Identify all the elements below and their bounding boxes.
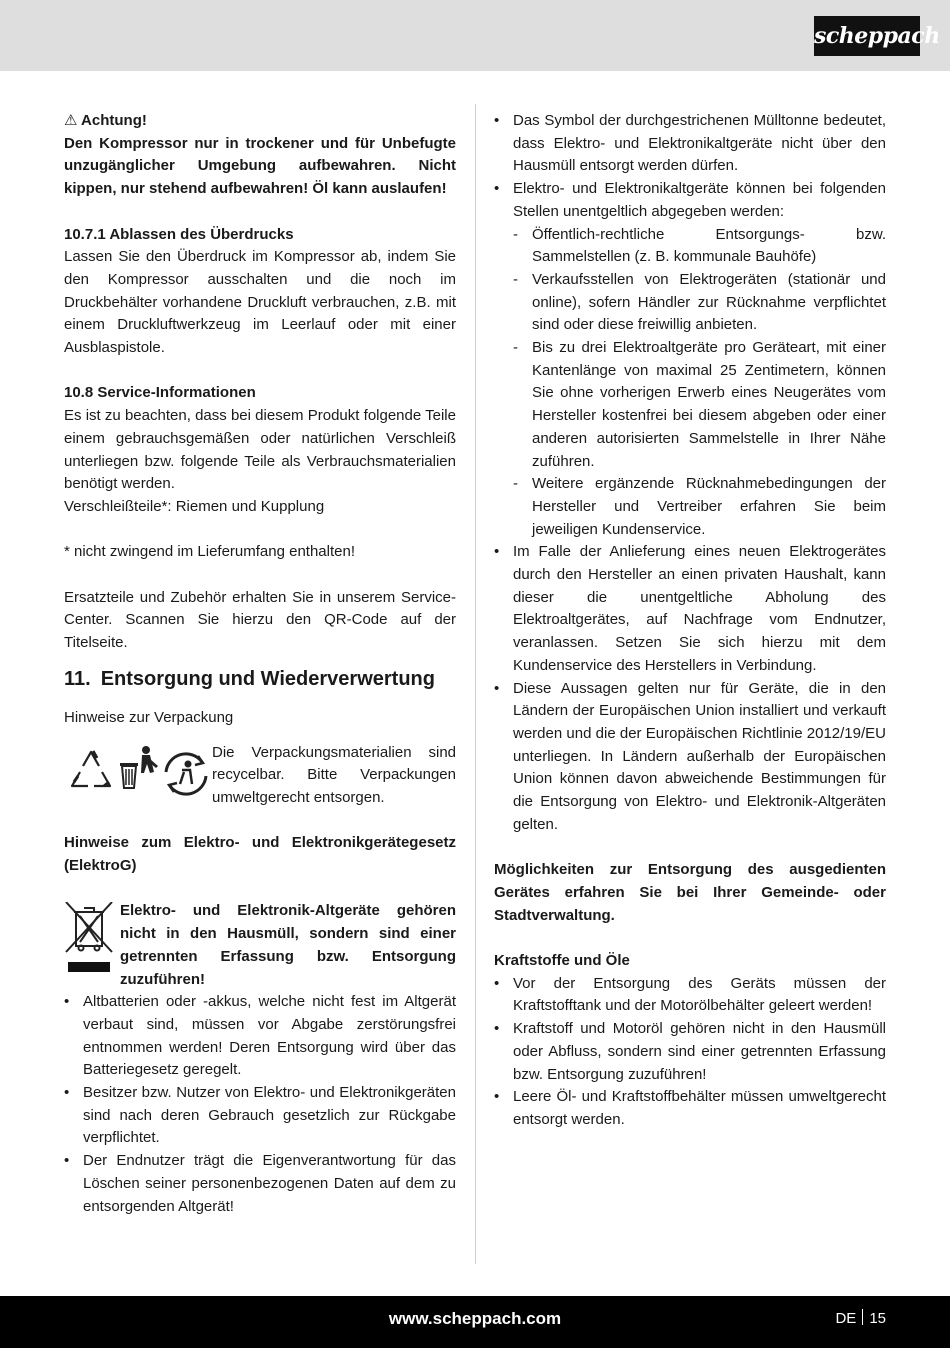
website-link[interactable]: www.scheppach.com [388, 1309, 562, 1328]
list-item: • Elektro- und Elektronikaltgeräte können bei folgenden Stellen unentgeltlich abgegeben werden: - Öffentlich-rechtliche Entsorgungs- bzw. Sammelstellen (z. B. kommunale Bauhöfe) - Verkaufsstellen von Elektrogeräten (stationär und online), sofern Händler zur Rücknahme verpflichtet sind oder diese freiwillig anbieten. - Bis zu drei Elektroaltgeräte pro Geräteart, mit einer Kantenlänge von maximal 25 Zentimetern, können Sie ohne vorherigen Erwerb eines Neugerätes vom Hersteller kostenfrei bei diesem abgeben oder einer anderen autorisierten Sammelstelle in Ihrer Nähe zuführen. - Weitere ergänzende Rücknahmebedingungen der Hersteller und Vertreiber erfahren Sie beim jeweiligen Kundenservice. [494, 178, 886, 541]
tidyman-icon [120, 746, 158, 788]
wear-parts: Verschleißteile*: Riemen und Kupplung [64, 497, 325, 515]
language-code: DE [835, 1310, 857, 1327]
dash-item: - Verkaufsstellen von Elektrogeräten (stationär und online), sofern Händler zur Rücknahme verpflichtet sind oder diese freiwillig anbieten. [513, 270, 886, 334]
section-10-7-1-title: 10.7.1 Ablassen des Überdrucks [64, 225, 294, 243]
weee-block [64, 900, 456, 991]
weee-text: Elektro- und Elektronik-Altgeräte gehören nicht in den Hausmüll, sondern sind einer getrennten Erfassung bzw. Entsorgung zuzuführen! [120, 902, 456, 988]
recycle-arrows-icon [166, 753, 206, 793]
scheppach-logo: scheppach [814, 16, 920, 56]
list-item: • Besitzer bzw. Nutzer von Elektro- und Elektronikgeräten sind nach deren Gebrauch gesetzlich zur Rückgabe verpflichtet. [64, 1084, 456, 1147]
packaging-text: Die Verpackungsmaterialien sind recycelbar. Bitte Verpackungen umweltgerecht entsorgen. [212, 743, 456, 806]
scope-note: * nicht zwingend im Lieferumfang enthalten! [64, 543, 356, 561]
list-item: • Kraftstoff und Motoröl gehören nicht in den Hausmüll oder Abfluss, sondern sind einer getrennten Erfassung bzw. Entsorgung zuzuführen! [494, 1020, 886, 1083]
weee-bullet-list [64, 991, 456, 1218]
left-column [64, 110, 456, 1218]
section-10-8-title: 10.8 Service-Informationen [64, 384, 256, 402]
section-10-7-1-text: Lassen Sie den Überdruck im Kompressor ab, indem Sie den Kompressor ausschalten und die noch im Druckbehälter vorhandene Druckluft verbrauchen, z.B. mit einem Druckluftwerkzeug im Leerlauf oder mit einer Ausblaspistole. [64, 248, 456, 357]
fuel-bullet-list [494, 973, 886, 1132]
section-10-8-text: Es ist zu beachten, dass bei diesem Produkt folgende Teile einem gebrauchsgemäßen oder natürlichen Verschleiß unterliegen bzw. folgende Teile als Verbrauchsmaterialien benötigt werden. [64, 407, 456, 493]
packaging-icons [64, 742, 212, 808]
fuel-heading: Kraftstoffe und Öle [494, 951, 630, 969]
page-number: 15 [869, 1310, 886, 1327]
elektrog-heading: Hinweise zum Elektro- und Elektronikgerätegesetz (ElektroG) [64, 834, 456, 875]
column-divider [475, 104, 476, 1264]
dash-item: - Bis zu drei Elektroaltgeräte pro Geräteart, mit einer Kantenlänge von maximal 25 Zentimetern, können Sie ohne vorherigen Erwerb eines Neugerätes vom Hersteller kostenfrei bei diesem abgeben oder einer anderen autorisierten Sammelstelle in Ihrer Nähe zuführen. [513, 339, 886, 470]
dash-item: - Weitere ergänzende Rücknahmebedingungen der Hersteller und Vertreiber erfahren Sie beim jeweiligen Kundenservice. [513, 475, 886, 538]
recycling-icon [72, 751, 110, 786]
dash-item: - Öffentlich-rechtliche Entsorgungs- bzw. Sammelstellen (z. B. kommunale Bauhöfe) [513, 225, 886, 266]
right-column [494, 110, 886, 1132]
list-item: • Diese Aussagen gelten nur für Geräte, die in den Ländern der Europäischen Union installiert und verkauft werden und die der Europäischen Richtlinie 2012/19/EU unterliegen. In Ländern außerhalb der Europäischen Union können davon abweichende Bestimmungen für die Entsorgung von Elektro- und Elektronik-Altgeräten gelten. [494, 679, 886, 833]
list-item: • Vor der Entsorgung des Geräts müssen der Kraftstofftank und der Motorölbehälter geleert werden! [494, 974, 886, 1015]
section-11-number: 11. [64, 667, 91, 690]
list-item: • Im Falle der Anlieferung eines neuen Elektrogerätes durch den Hersteller an einen privaten Haushalt, kann dieser die unentgeltliche Abholung des Elektroaltgerätes, auf Nachfrage vom Endnutzer, veranlassen. Setzen Sie sich hierzu mit dem Kundenservice des Herstellers in Verbindung. [494, 543, 886, 674]
page-indicator [835, 1308, 886, 1331]
list-item: • Das Symbol der durchgestrichenen Mülltonne bedeutet, dass Elektro- und Elektronikaltgeräte nicht über den Hausmüll entsorgt werden dürfen. [494, 112, 886, 175]
warning-text: Den Kompressor nur in trockener und für Unbefugte unzugänglicher Umgebung aufbewahren. Nicht kippen, nur stehend aufbewahren! Öl kann auslaufen! [64, 134, 456, 198]
header-bar [0, 0, 950, 71]
section-11-heading [64, 665, 456, 693]
section-11-title: Entsorgung und Wiederverwertung [100, 667, 435, 690]
list-item: • Leere Öl- und Kraftstoffbehälter müssen umweltgerecht entsorgt werden. [494, 1088, 886, 1128]
footer-bar [0, 1296, 950, 1348]
disposal-bullet-list [494, 110, 886, 837]
packaging-block [64, 742, 456, 810]
crossed-bin-icon [64, 900, 120, 990]
packaging-heading: Hinweise zur Verpackung [64, 708, 234, 726]
dash-list [513, 224, 886, 542]
list-item: • Der Endnutzer trägt die Eigenverantwortung für das Löschen seiner personenbezogenen Daten auf dem zu entsorgenden Altgerät! [64, 1152, 456, 1215]
list-item: • Altbatterien oder -akkus, welche nicht fest im Altgerät verbaut sind, müssen vor Abgabe zerstörungsfrei entnommen werden! Deren Entsorgung wird über das Batteriegesetz geregelt. [64, 993, 456, 1079]
warning-title: ⚠ Achtung! [64, 112, 147, 129]
municipality-text: Möglichkeiten zur Entsorgung des ausgedienten Gerätes erfahren Sie bei Ihrer Gemeinde- oder Stadtverwaltung. [494, 861, 886, 924]
spare-parts-text: Ersatzteile und Zubehör erhalten Sie in unserem Service-Center. Scannen Sie hierzu den QR-Code auf der Titelseite. [64, 588, 456, 652]
